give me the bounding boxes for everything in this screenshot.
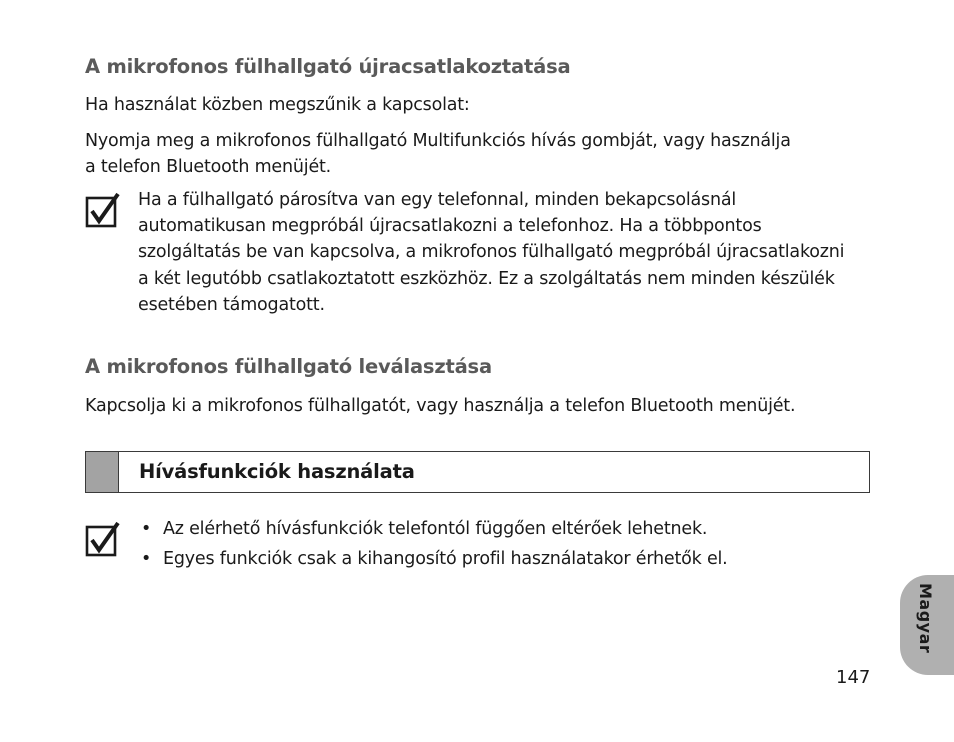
note-line: esetében támogatott. xyxy=(138,294,325,315)
call-functions-notes xyxy=(138,514,728,574)
checkbox-check-icon xyxy=(85,192,121,228)
disconnect-paragraph: Kapcsolja ki a mikrofonos fülhallgatót, vagy használja a telefon Bluetooth menüjét. xyxy=(85,396,796,416)
note-line: automatikusan megpróbál újracsatlakozni a telefonhoz. Ha a többpontos xyxy=(138,216,762,237)
note-line: szolgáltatás be van kapcsolva, a mikrofonos fülhallgató megpróbál újracsatlakozni xyxy=(138,242,845,263)
note-line: Ha a fülhallgató párosítva van egy telefonnal, minden bekapcsolásnál xyxy=(138,190,737,210)
section-heading-reconnect: A mikrofonos fülhallgató újracsatlakoztatása xyxy=(85,55,571,78)
chapter-title: Hívásfunkciók használata xyxy=(139,460,415,483)
language-label: Magyar xyxy=(916,583,935,654)
chapter-title-box xyxy=(85,451,870,493)
bullet-icon: • xyxy=(141,519,152,539)
page-number: 147 xyxy=(836,667,871,688)
section-heading-disconnect: A mikrofonos fülhallgató leválasztása xyxy=(85,355,492,378)
chapter-title-marker xyxy=(86,452,119,492)
checkbox-check-icon xyxy=(85,521,121,557)
list-item-text: Az elérhető hívásfunkciók telefontól függően eltérőek lehetnek. xyxy=(163,519,708,539)
reconnect-paragraph-line: a telefon Bluetooth menüjét. xyxy=(85,157,332,177)
reconnect-paragraph-line: Nyomja meg a mikrofonos fülhallgató Multifunkciós hívás gombját, vagy használja xyxy=(85,131,791,151)
reconnect-paragraph xyxy=(85,128,791,180)
reconnect-intro: Ha használat közben megszűnik a kapcsolat: xyxy=(85,95,470,115)
reconnect-note xyxy=(138,187,844,318)
list-item xyxy=(138,514,728,544)
list-item xyxy=(138,544,728,574)
bullet-icon: • xyxy=(141,549,152,569)
note-line: a két legutóbb csatlakoztatott eszközhöz. Ez a szolgáltatás nem minden készülék xyxy=(138,268,835,289)
language-side-tab xyxy=(900,575,954,675)
list-item-text: Egyes funkciók csak a kihangosító profil használatakor érhetők el. xyxy=(163,549,728,569)
